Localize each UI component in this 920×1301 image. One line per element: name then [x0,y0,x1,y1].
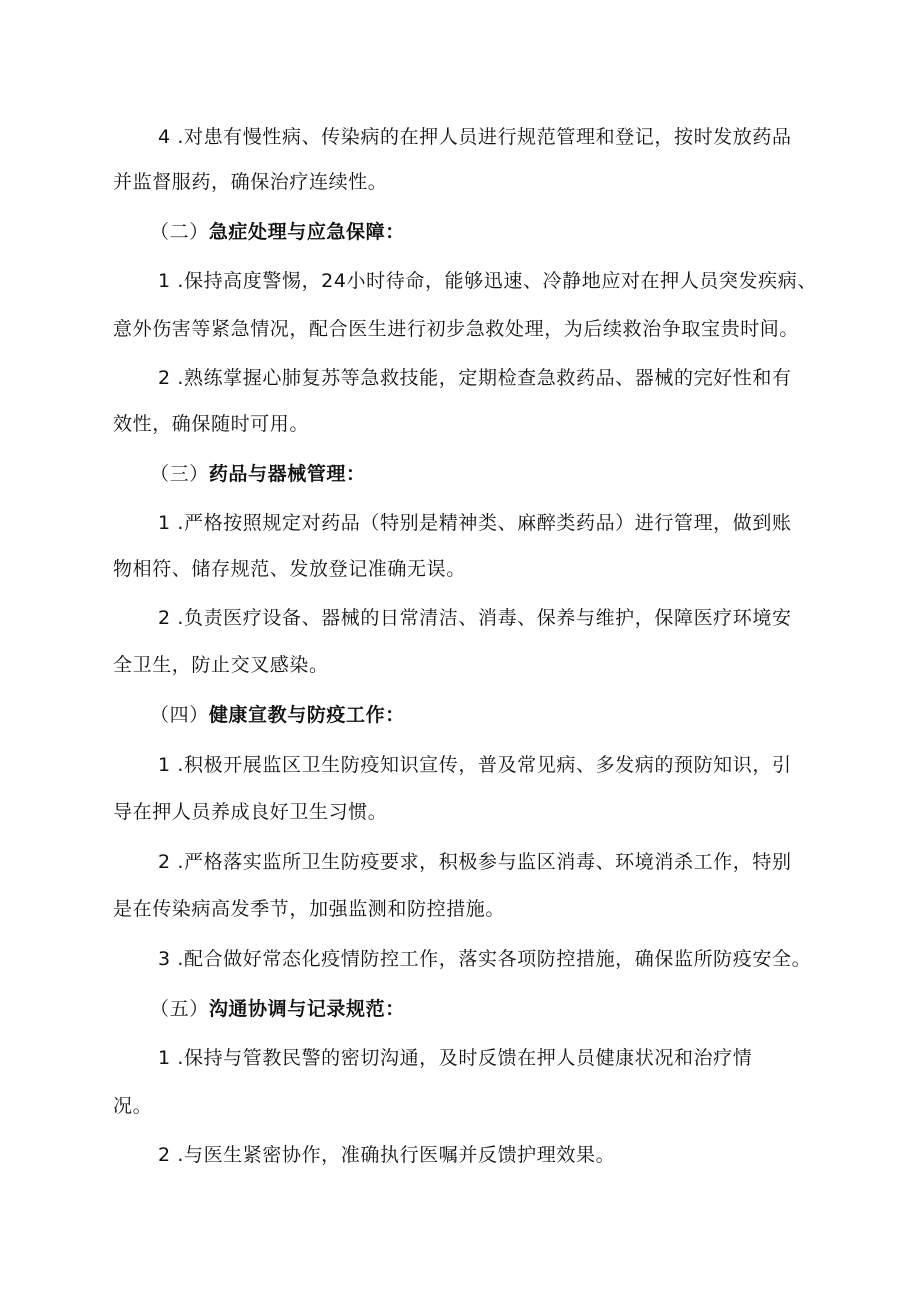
section-heading [150,462,366,486]
paragraph-line: 1 .保持高度警惕，24小时待命，能够迅速、冷静地应对在押人员突发疾病、 [158,270,817,292]
paragraph-line: 1 .积极开展监区卫生防疫知识宣传，普及常见病、多发病的预防知识，引 [158,754,792,776]
section-heading [150,997,405,1021]
section-marker: （五） [150,998,209,1020]
paragraph-line: 并监督服药，确保治疗连续性。 [113,171,388,193]
section-marker: （四） [150,704,209,726]
paragraph-line: 全卫生，防止交叉感染。 [113,654,329,676]
section-title: 健康宣教与防疫工作： [208,704,405,726]
paragraph-line: 2 .熟练掌握心肺复苏等急救技能，定期检查急救药品、器械的完好性和有 [158,367,792,389]
paragraph-line: 2 .严格落实监所卫生防疫要求，积极参与监区消毒、环境消杀工作，特别 [158,851,792,873]
section-title: 急症处理与应急保障： [208,221,405,243]
section-marker: （二） [150,221,209,243]
section-title: 沟通协调与记录规范： [208,998,405,1020]
paragraph-line: 物相符、储存规范、发放登记准确无误。 [113,558,466,580]
paragraph-line: 2 .负责医疗设备、器械的日常清洁、消毒、保养与维护，保障医疗环境安 [158,607,792,629]
paragraph-line: 3 .配合做好常态化疫情防控工作，落实各项防控措施，确保监所防疫安全。 [158,948,812,970]
paragraph-line: 是在传染病高发季节，加强监测和防控措施。 [113,898,506,920]
section-heading [150,703,405,727]
paragraph-line: 意外伤害等紧急情况，配合医生进行初步急救处理，为后续救治争取宝贵时间。 [113,318,800,340]
paragraph-line: 4 .对患有慢性病、传染病的在押人员进行规范管理和登记，按时发放药品 [158,126,792,148]
paragraph-line: 效性，确保随时可用。 [113,413,310,435]
paragraph-line: 1 .保持与管教民警的密切沟通，及时反馈在押人员健康状况和治疗情 [158,1047,753,1069]
paragraph-line: 导在押人员养成良好卫生习惯。 [113,801,388,823]
section-heading [150,220,405,244]
section-title: 药品与器械管理： [208,463,366,485]
paragraph-line: 1 .严格按照规定对药品（特别是精神类、麻醉类药品）进行管理，做到账 [158,512,792,534]
paragraph-line: 2 .与医生紧密协作，准确执行医嘱并反馈护理效果。 [158,1144,616,1166]
section-marker: （三） [150,463,209,485]
paragraph-line: 况。 [113,1095,153,1117]
